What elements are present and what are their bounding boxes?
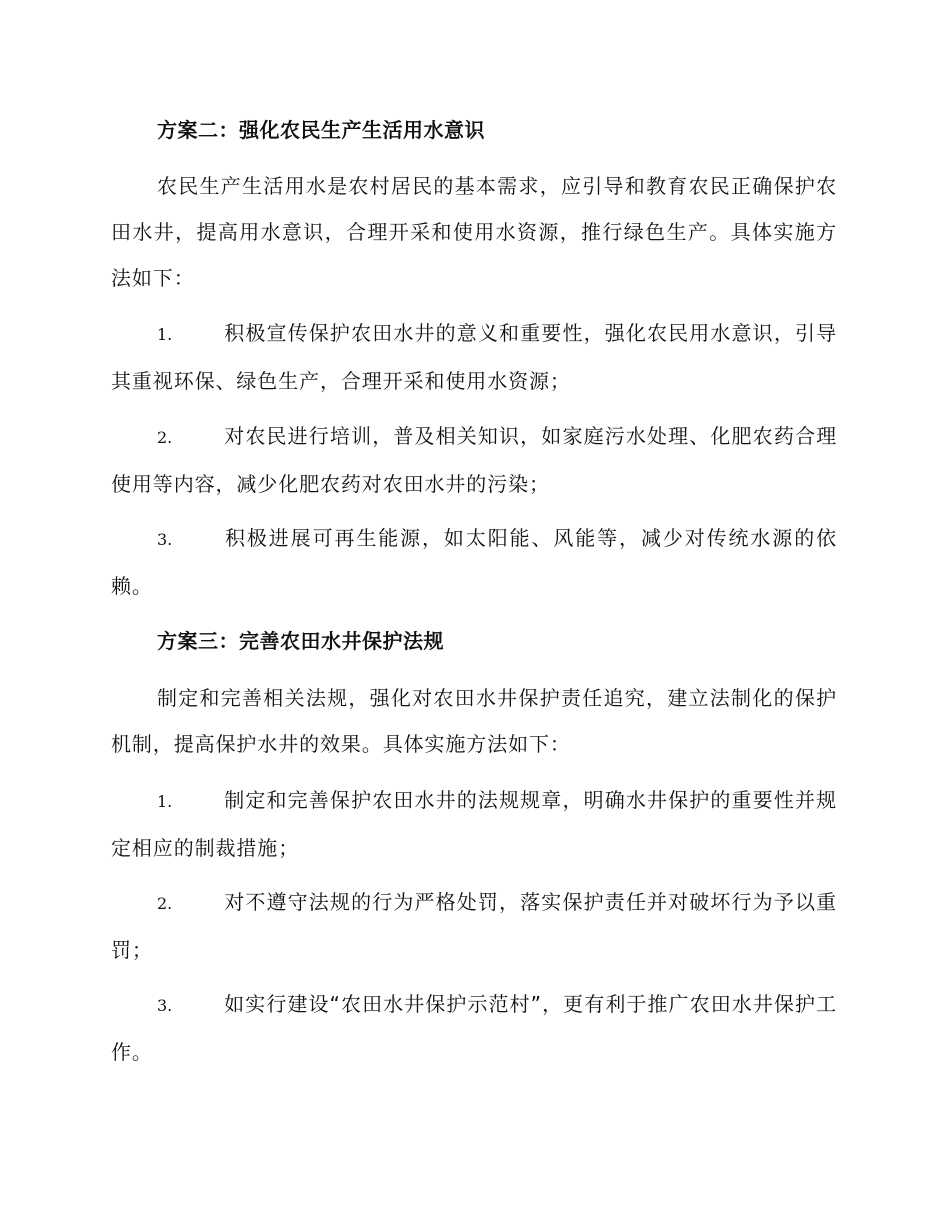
list-item-text: 如实行建设“农田水井保护示范村”，更有利于推广农田水井保护工作。 <box>111 992 837 1064</box>
section-heading: 方案三：完善农田水井保护法规 <box>157 629 444 653</box>
list-item <box>111 981 837 1075</box>
list-item-number: 2. <box>157 894 173 913</box>
list-item-text: 制定和完善保护农田水井的法规规章，明确水井保护的重要性并规定相应的制裁措施； <box>111 788 837 860</box>
section-intro: 农民生产生活用水是农村居民的基本需求，应引导和教育农民正确保护农田水井，提高用水意识，合理开采和使用水资源，推行绿色生产。具体实施方法如下： <box>111 174 837 290</box>
list-item-number: 1. <box>157 325 173 344</box>
list-item-text: 对不遵守法规的行为严格处罚，落实保护责任并对破坏行为予以重罚； <box>111 890 837 962</box>
list-item <box>111 413 837 507</box>
list-item-text: 积极进展可再生能源，如太阳能、风能等，减少对传统水源的依赖。 <box>111 526 837 598</box>
list-item-text: 对农民进行培训，普及相关知识，如家庭污水处理、化肥农药合理使用等内容，减少化肥农药对农田水井的污染； <box>111 424 837 496</box>
list-item <box>111 879 837 973</box>
list-item-number: 1. <box>157 792 173 811</box>
list-item-number: 3. <box>157 996 173 1015</box>
section-heading: 方案二：强化农民生产生活用水意识 <box>157 118 485 142</box>
list-item <box>111 777 837 871</box>
list-item <box>111 310 837 404</box>
section-intro: 制定和完善相关法规，强化对农田水井保护责任追究，建立法制化的保护机制，提高保护水井的效果。具体实施方法如下： <box>111 686 837 756</box>
list-item-number: 2. <box>157 428 173 447</box>
list-item-number: 3. <box>157 530 173 549</box>
list-item <box>111 515 837 609</box>
list-item-text: 积极宣传保护农田水井的意义和重要性，强化农民用水意识，引导其重视环保、绿色生产，合理开采和使用水资源； <box>111 321 837 393</box>
